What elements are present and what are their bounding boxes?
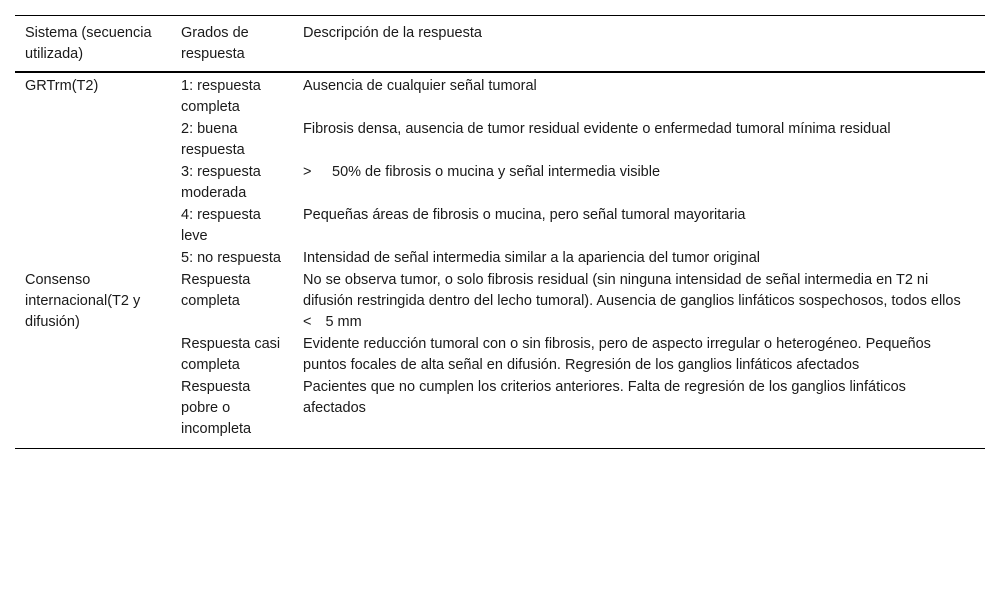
grade-cell: 1: respuesta completa [181, 78, 261, 115]
description-cell: Pequeñas áreas de fibrosis o mucina, pero señal tumoral mayoritaria [303, 207, 746, 223]
description-cell: Pacientes que no cumplen los criterios anteriores. Falta de regresión de los ganglios linfáticos afectados [303, 379, 906, 416]
response-grading-table [15, 15, 985, 449]
system-cell-consenso: Consenso internacional(T2 y difusión) [25, 272, 141, 330]
description-cell: Ausencia de cualquier señal tumoral [303, 78, 537, 94]
header-grades: Grados de respuesta [181, 25, 249, 62]
description-cell: Evidente reducción tumoral con o sin fibrosis, pero de aspecto irregular o heterogéneo. Pequeños puntos focales de alta señal en difusión. Regresión de los ganglios linfáticos afectados [303, 336, 931, 373]
grade-cell: Respuesta completa [181, 272, 251, 309]
description-cell [293, 162, 985, 205]
header-system: Sistema (secuencia utilizada) [25, 25, 152, 62]
header-description: Descripción de la respuesta [303, 25, 482, 41]
response-grading-table-container [15, 15, 985, 449]
description-cell: Intensidad de señal intermedia similar a la apariencia del tumor original [303, 250, 760, 266]
description-text: No se observa tumor, o solo fibrosis residual (sin ninguna intensidad de señal intermedia en T2 ni difusión restringida dentro del lecho tumoral). Ausencia de ganglios linfáticos sospechosos, todos ellos < [303, 272, 961, 330]
table-row [15, 72, 985, 119]
description-text: 50% de fibrosis o mucina y señal intermedia visible [332, 164, 661, 180]
description-cell [293, 270, 985, 334]
table-row [15, 270, 985, 334]
grade-cell: 5: no respuesta [181, 250, 281, 266]
description-tail: 5 mm [325, 314, 362, 330]
grade-cell: Respuesta casi completa [181, 336, 281, 373]
greater-than-symbol: > [303, 164, 312, 180]
system-cell-grtrm: GRTrm(T2) [25, 78, 99, 94]
description-cell: Fibrosis densa, ausencia de tumor residual evidente o enfermedad tumoral mínima residual [303, 121, 891, 137]
table-header-row [15, 16, 985, 73]
grade-cell: 3: respuesta moderada [181, 164, 261, 201]
grade-cell: Respuesta pobre o incompleta [181, 379, 252, 437]
grade-cell: 4: respuesta leve [181, 207, 261, 244]
grade-cell: 2: buena respuesta [181, 121, 245, 158]
